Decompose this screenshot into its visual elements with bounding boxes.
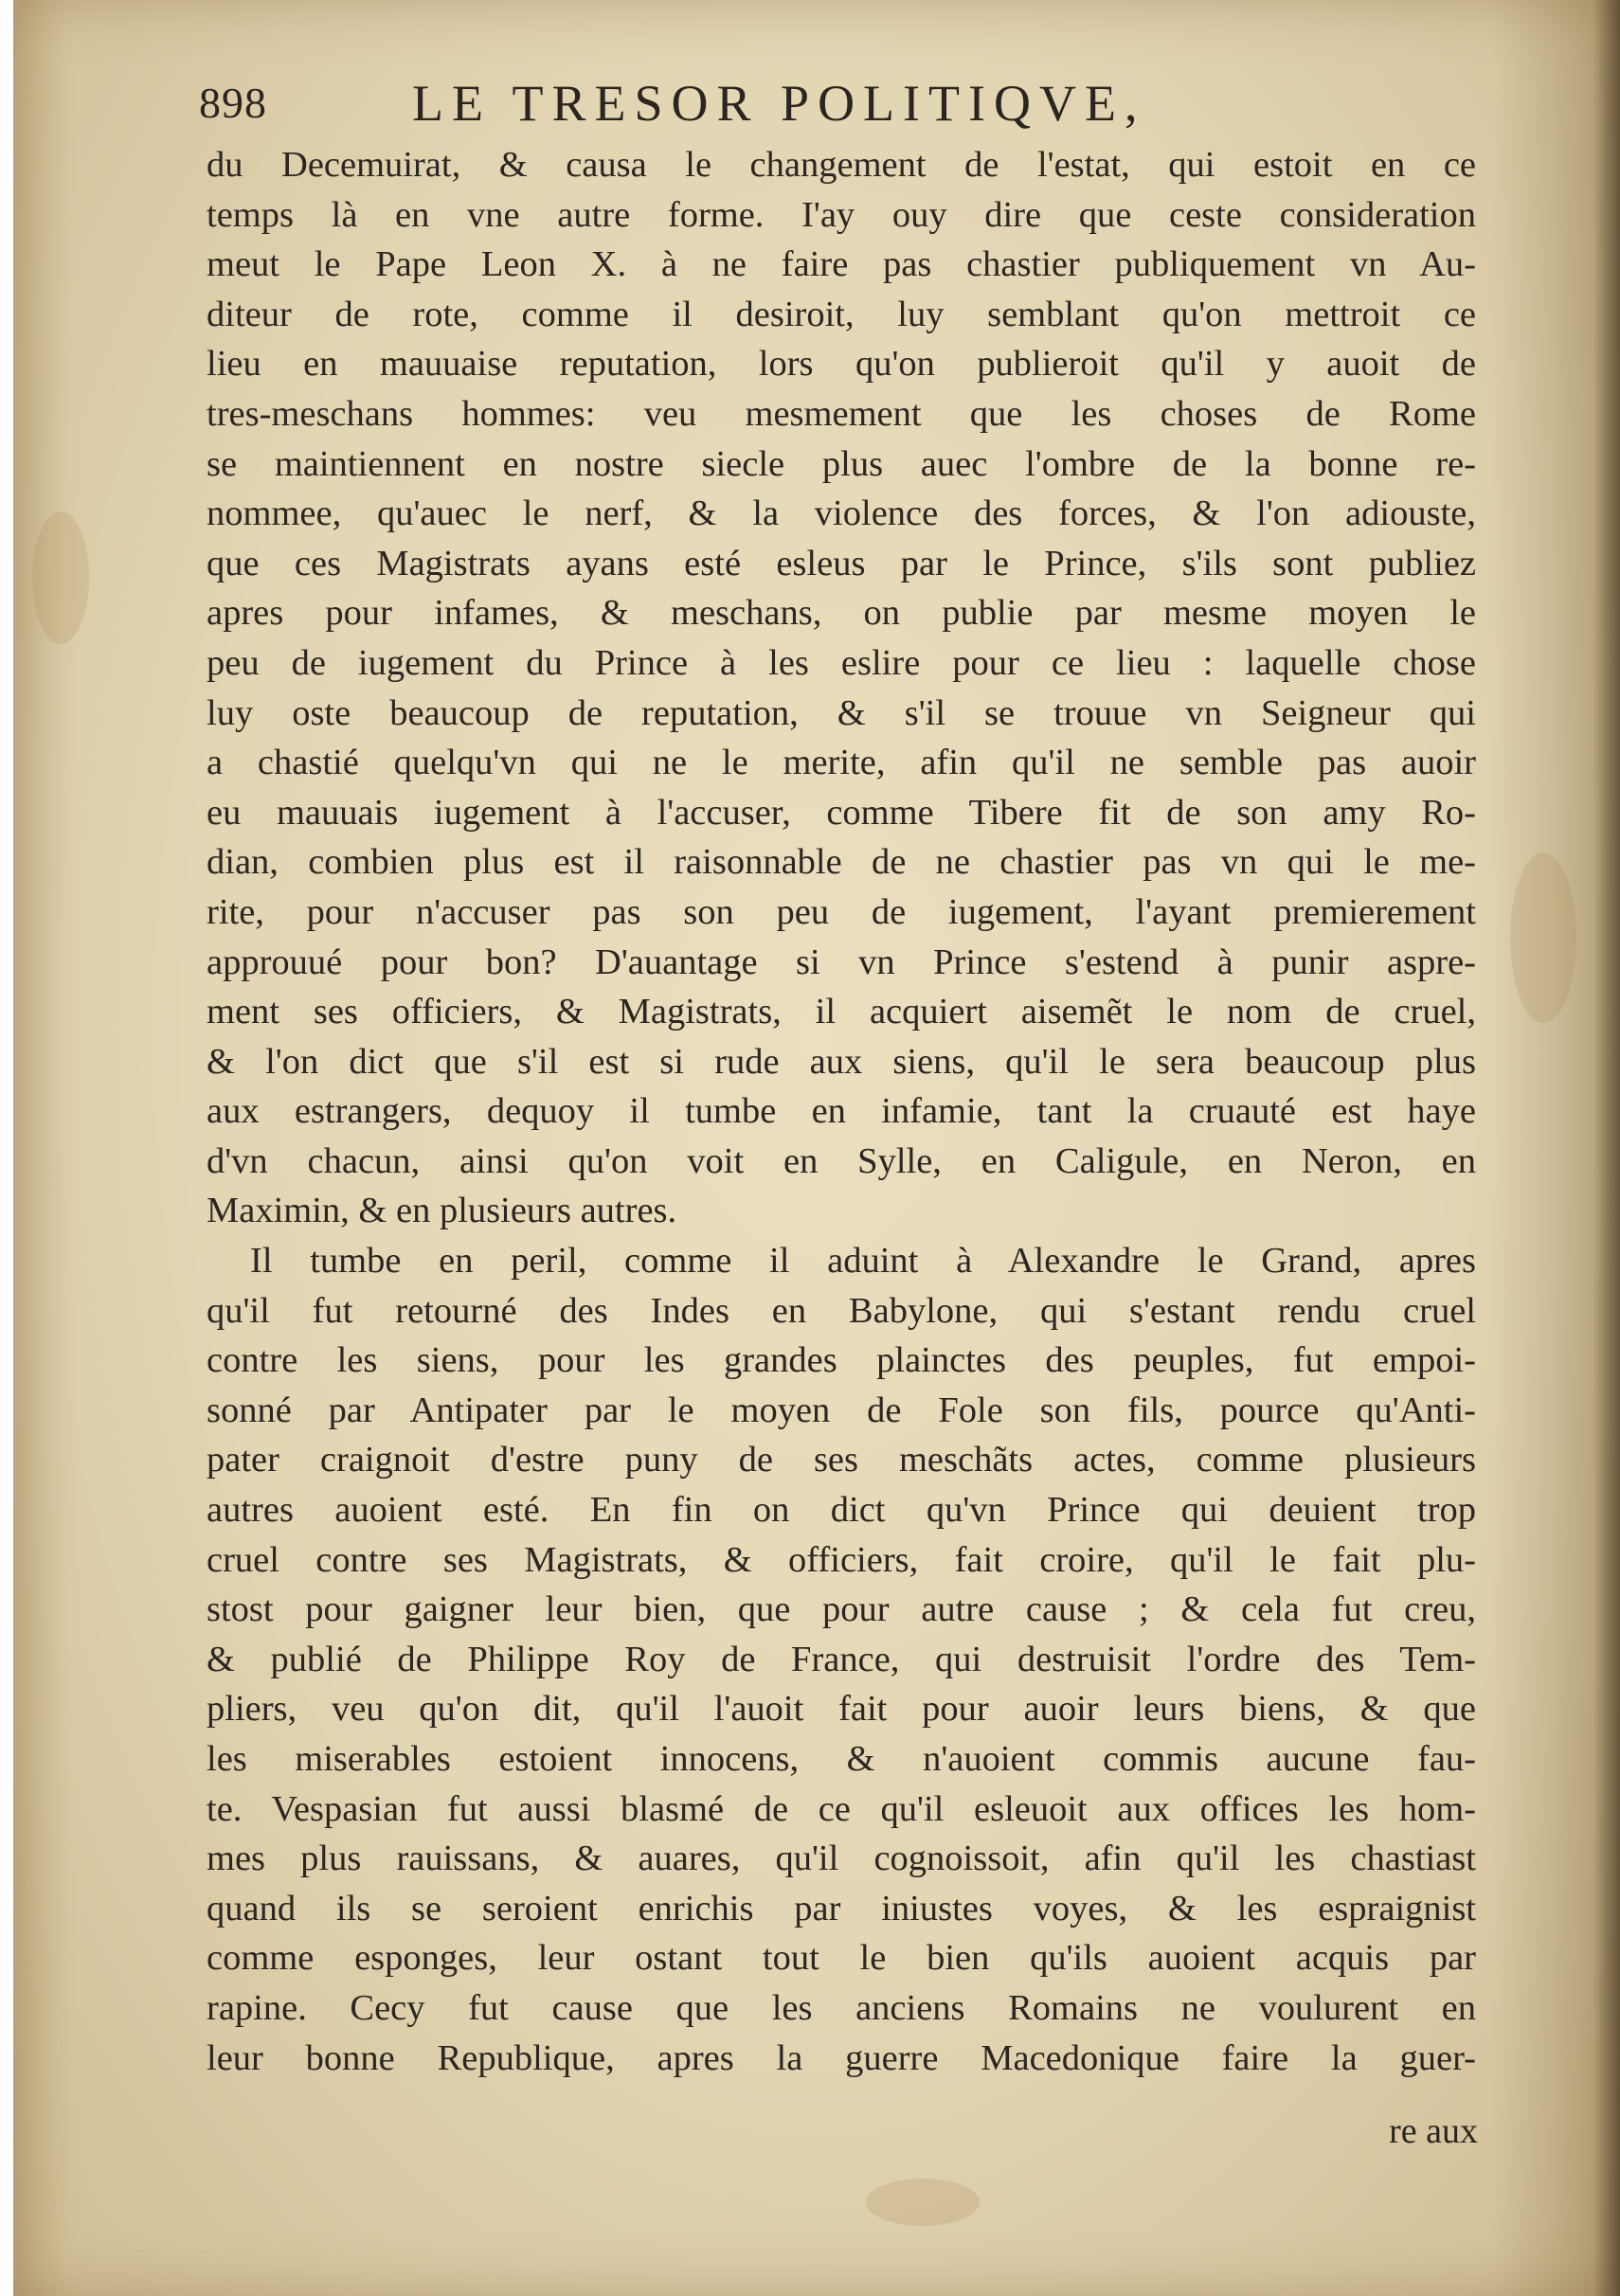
paper-stain [32,511,89,644]
text-line: Maximin, & en plusieurs autres. [207,1191,677,1231]
paper-stain [1510,852,1576,1023]
text-line: temps là en vne autre forme. I'ay ouy dire que ceste consideration [207,194,1476,235]
text-line: meut le Pape Leon X. à ne faire pas chastier publiquement vn Au- [207,244,1476,285]
text-line: te. Vespasian fut aussi blasmé de ce qu'il esleuoit aux offices les hom- [207,1788,1476,1829]
text-line: ment ses officiers, & Magistrats, il acquiert aisemẽt le nom de cruel, [207,992,1476,1032]
text-line: & publié de Philippe Roy de France, qui destruisit l'ordre des Tem- [207,1639,1476,1679]
text-line: rite, pour n'accuser pas son peu de iugement, l'ayant premierement [207,891,1476,932]
catchword: re aux [1389,2111,1478,2151]
text-line: eu mauuais iugement à l'accuser, comme Tibere fit de son amy Ro- [207,792,1476,833]
text-line: peu de iugement du Prince à les eslire pour ce lieu : laquelle chose [207,642,1476,683]
text-line: luy oste beaucoup de reputation, & s'il se trouue vn Seigneur qui [207,692,1476,733]
paper-stain [866,2179,980,2226]
text-line: a chastié quelqu'vn qui ne le merite, afin qu'il ne semble pas auoir [207,743,1476,783]
text-line: rapine. Cecy fut cause que les anciens Romains ne voulurent en [207,1987,1476,2028]
text-line: diteur de rote, comme il desiroit, luy semblant qu'on mettroit ce [207,294,1476,334]
text-line: stost pour gaigner leur bien, que pour autre cause ; & cela fut creu, [207,1589,1476,1630]
running-title: LE TRESOR POLITIQVE, [412,75,1146,132]
page-number: 898 [199,79,267,127]
page-edge-shadow [1593,0,1620,2296]
text-line: tres-meschans hommes: veu mesmement que les choses de Rome [207,393,1476,434]
body-text [207,140,1476,2083]
text-line: pliers, veu qu'on dit, qu'il l'auoit fait pour auoir leurs biens, & que [207,1689,1476,1730]
text-line: mes plus rauissans, & auares, qu'il cognoissoit, afin qu'il les chastiast [207,1839,1476,1879]
text-line: se maintiennent en nostre siecle plus auec l'ombre de la bonne re- [207,443,1476,484]
text-line: & l'on dict que s'il est si rude aux siens, qu'il le sera beaucoup plus [207,1041,1476,1082]
text-line: cruel contre ses Magistrats, & officiers, fait croire, qu'il le fait plu- [207,1539,1476,1580]
text-line: aux estrangers, dequoy il tumbe en infamie, tant la cruauté est haye [207,1091,1476,1132]
text-line: contre les siens, pour les grandes plainctes des peuples, fut empoi- [207,1340,1476,1381]
text-line: comme esponges, leur ostant tout le bien qu'ils auoient acquis par [207,1938,1476,1979]
text-line: sonné par Antipater par le moyen de Fole son fils, pource qu'Anti- [207,1390,1476,1430]
text-line: d'vn chacun, ainsi qu'on voit en Sylle, en Caligule, en Neron, en [207,1140,1476,1181]
text-line: apres pour infames, & meschans, on publie par mesme moyen le [207,593,1476,634]
text-line: les miserables estoient innocens, & n'auoient commis aucune fau- [207,1739,1476,1779]
text-line: du Decemuirat, & causa le changement de l'estat, qui estoit en ce [207,145,1476,185]
text-line: approuué pour bon? D'auantage si vn Prince s'estend à punir aspre- [207,942,1476,982]
paragraph-start-line: Il tumbe en peril, comme il aduint à Alexandre le Grand, apres [250,1241,1476,1282]
text-line: que ces Magistrats ayans esté esleus par le Prince, s'ils sont publiez [207,543,1476,583]
text-line: dian, combien plus est il raisonnable de ne chastier pas vn qui le me- [207,842,1476,883]
text-line: quand ils se seroient enrichis par iniustes voyes, & les espraignist [207,1888,1476,1928]
text-line: pater craignoit d'estre puny de ses meschãts actes, comme plusieurs [207,1440,1476,1480]
page-header [199,74,1506,140]
text-line: lieu en mauuaise reputation, lors qu'on publieroit qu'il y auoit de [207,344,1476,385]
text-line: leur bonne Republique, apres la guerre Macedonique faire la guer- [207,2037,1476,2078]
text-line: qu'il fut retourné des Indes en Babylone, qui s'estant rendu cruel [207,1290,1476,1331]
text-line: autres auoient esté. En fin on dict qu'vn Prince qui deuient trop [207,1490,1476,1531]
text-line: nommee, qu'auec le nerf, & la violence des forces, & l'on adiouste, [207,493,1476,534]
